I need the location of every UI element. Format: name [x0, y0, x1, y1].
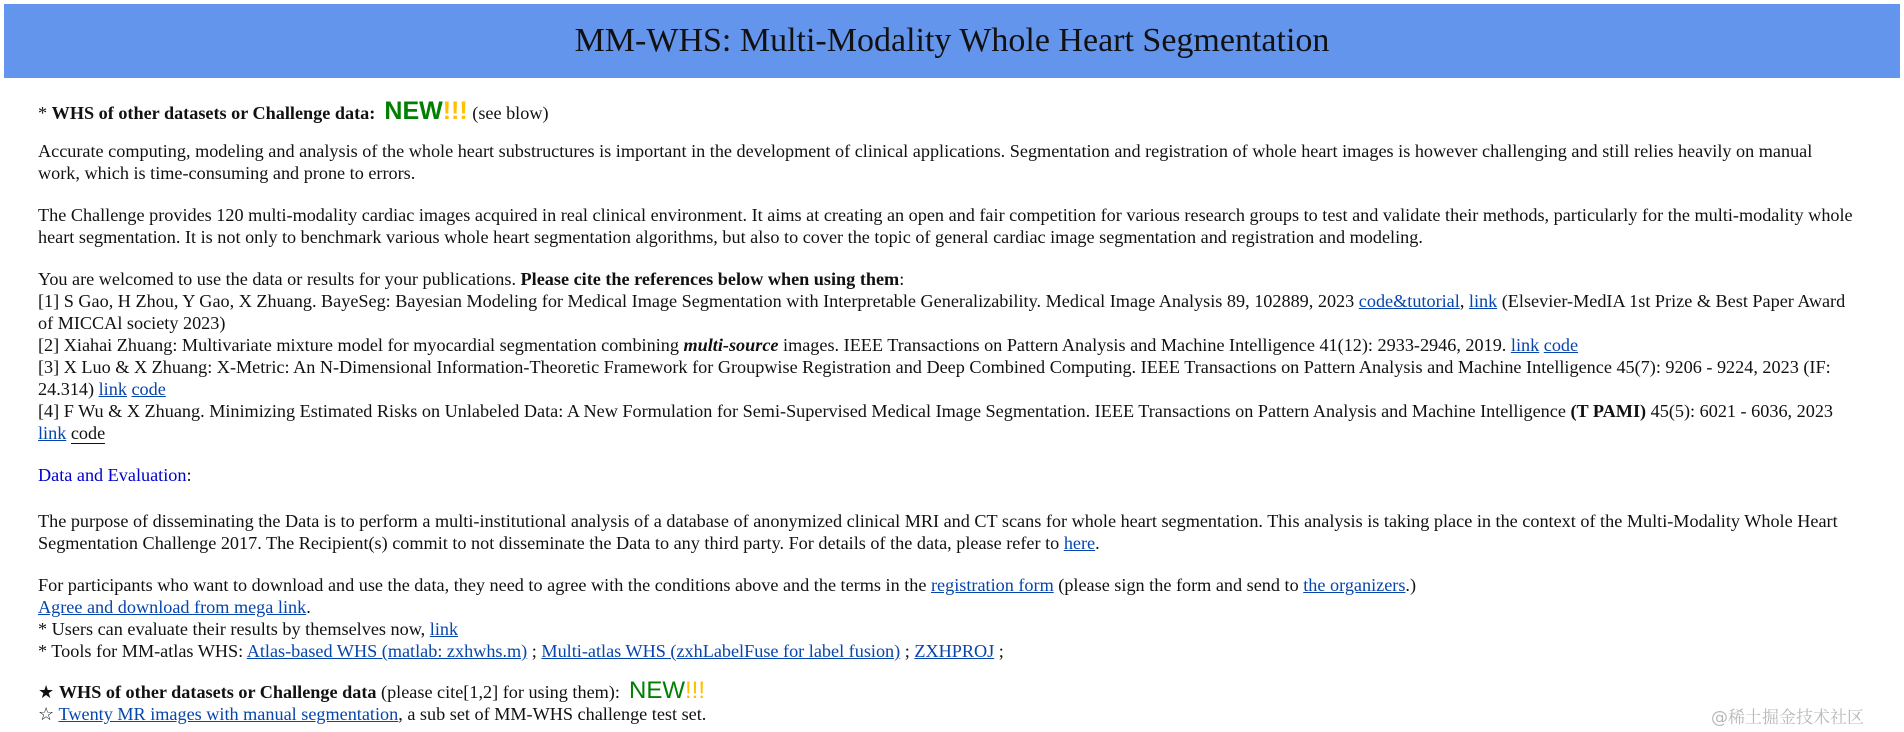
multi-atlas-whs-link[interactable]: Multi-atlas WHS (zxhLabelFuse for label fusion) [541, 641, 901, 661]
registration-form-link[interactable]: registration form [930, 575, 1054, 595]
watermark: @稀土掘金技术社区 [1711, 708, 1864, 728]
new-badge-2: NEW [629, 677, 685, 704]
reference-3-text: [3] X Luo & X Zhuang: X-Metric: An N-Dimensional Information-Theoretic Framework for Groupwise Registration and Deep Combined Computing. IEEE Transactions on Pattern Analysis and Machine Intelligence 45(7): 9206 - 9224, 2023 (IF: 24.314) [38, 357, 1831, 399]
participants-text: For participants who want to download and use the data, they need to agree with the conditions above and the terms in the [38, 575, 931, 595]
participants-end: .) [1405, 575, 1417, 595]
tools-text: * Tools for MM-atlas WHS: [38, 641, 247, 661]
multi-source-emphasis: multi-source [683, 335, 779, 355]
participants-line [38, 574, 1853, 596]
evaluate-line [38, 618, 1853, 640]
reference-2-link[interactable]: link [1510, 335, 1540, 355]
reference-4 [38, 400, 1853, 444]
tools-line [38, 640, 1853, 662]
data-evaluation-heading [38, 464, 1853, 486]
other-datasets-line [38, 677, 1853, 704]
reference-4-text: [4] F Wu & X Zhuang. Minimizing Estimated Risks on Unlabeled Data: A New Formulation for Semi-Supervised Medical Image Segmentation. IEEE Transactions on Pattern Analysis and Machine Intelligence [38, 401, 1571, 421]
reference-4-link[interactable]: link [38, 423, 67, 443]
evaluate-link[interactable]: link [429, 619, 459, 639]
participants-section [38, 574, 1853, 662]
data-evaluation-title: Data and Evaluation [38, 465, 187, 485]
reference-4-text-end: 45(5): 6021 - 6036, 2023 [1646, 401, 1834, 421]
cite-lead: You are welcomed to use the data or results for your publications. [38, 269, 521, 289]
twenty-mr-line [38, 703, 1853, 725]
black-star-icon: ★ [38, 682, 59, 702]
intro-label: WHS of other datasets or Challenge data: [51, 103, 376, 123]
purpose-text: The purpose of disseminating the Data is to perform a multi-institutional analysis of a database of anonymized clinical MRI and CT scans for whole heart segmentation. This analysis is taking place in the context of the Multi-Modality Whole Heart Segmentation Challenge 2017. The Recipient(s) commit to not disseminate the Data to any third party. For details of the data, please refer to [38, 511, 1838, 553]
reference-3-link[interactable]: link [98, 379, 127, 399]
organizers-link[interactable]: the organizers [1303, 575, 1406, 595]
atlas-whs-link[interactable]: Atlas-based WHS (matlab: zxhwhs.m) [246, 641, 528, 661]
agree-end: . [306, 597, 311, 617]
code-tutorial-link[interactable]: code&tutorial [1358, 291, 1460, 311]
reference-2-text: [2] Xiahai Zhuang: Multivariate mixture model for myocardial segmentation combining [38, 335, 684, 355]
tpami-bold: (T PAMI) [1570, 401, 1647, 421]
agree-download-link[interactable]: Agree and download from mega link [38, 597, 307, 617]
new-exclaim: !!! [442, 97, 468, 125]
reference-1-award: (Elsevier-MedIA 1st Prize & Best Paper Award of MICCAl society 2023) [38, 291, 1846, 333]
reference-4-code-text: code [70, 423, 106, 443]
purpose-paragraph [38, 510, 1853, 554]
title-banner [4, 4, 1900, 78]
paragraph-challenge: The Challenge provides 120 multi-modality cardiac images acquired in real clinical environment. It aims at creating an open and fair competition for various research groups to test and validate their methods, particularly for the multi-modality whole heart segmentation. It is not only to benchmark various whole heart segmentation algorithms, but also to cover the topic of general cardiac image segmentation and registration and modeling. [38, 205, 1853, 247]
white-star-icon: ☆ [38, 704, 59, 724]
twenty-mr-description: , a sub set of MM-WHS challenge test set. [398, 704, 707, 724]
purpose-end: . [1095, 533, 1100, 553]
tools-end: ; [994, 641, 1004, 661]
participants-mid-text: (please sign the form and send to [1053, 575, 1304, 595]
see-below-text: (see blow) [472, 103, 549, 123]
cite-instruction [38, 268, 1853, 290]
main-content [38, 97, 1853, 725]
reference-2 [38, 334, 1853, 356]
new-badge: NEW [384, 97, 443, 125]
zxhproj-link[interactable]: ZXHPROJ [914, 641, 995, 661]
twenty-mr-images-link[interactable]: Twenty MR images with manual segmentation [58, 704, 399, 724]
references-section [38, 268, 1853, 444]
paragraph-intro: Accurate computing, modeling and analysis of the whole heart substructures is important in the development of clinical applications. Segmentation and registration of whole heart images is however challenging and still relies heavily on manual work, which is time-consuming and prone to errors. [38, 141, 1813, 183]
tools-separator: ; [900, 641, 915, 661]
cite-colon: : [899, 269, 905, 289]
evaluate-text: * Users can evaluate their results by themselves now, [38, 619, 430, 639]
reference-2-code-link[interactable]: code [1543, 335, 1579, 355]
separator: , [1459, 291, 1469, 311]
here-link[interactable]: here [1063, 533, 1096, 553]
agree-line [38, 596, 1853, 618]
reference-2-text-end: images. IEEE Transactions on Pattern Analysis and Machine Intelligence 41(12): 2933-2946, 2019. [778, 335, 1511, 355]
other-datasets-note: (please cite[1,2] for using them): [376, 682, 620, 702]
reference-3 [38, 356, 1853, 400]
new-exclaim-2: !!! [685, 677, 706, 704]
reference-3-code-link[interactable]: code [131, 379, 166, 399]
other-datasets-label: WHS of other datasets or Challenge data [58, 682, 377, 702]
reference-1-text: [1] S Gao, H Zhou, Y Gao, X Zhuang. BayeSeg: Bayesian Modeling for Medical Image Segmentation with Interpretable Generalizability. Medical Image Analysis 89, 102889, 2023 [38, 291, 1359, 311]
page-title: MM-WHS: Multi-Modality Whole Heart Segmentation [574, 22, 1330, 59]
tools-separator: ; [527, 641, 542, 661]
reference-1 [38, 290, 1853, 334]
reference-1-link[interactable]: link [1468, 291, 1498, 311]
heading-colon: : [186, 465, 192, 485]
other-datasets-section [38, 677, 1853, 725]
intro-line [38, 97, 1853, 125]
bullet-star: * [38, 103, 52, 123]
cite-bold: Please cite the references below when using them [520, 269, 900, 289]
